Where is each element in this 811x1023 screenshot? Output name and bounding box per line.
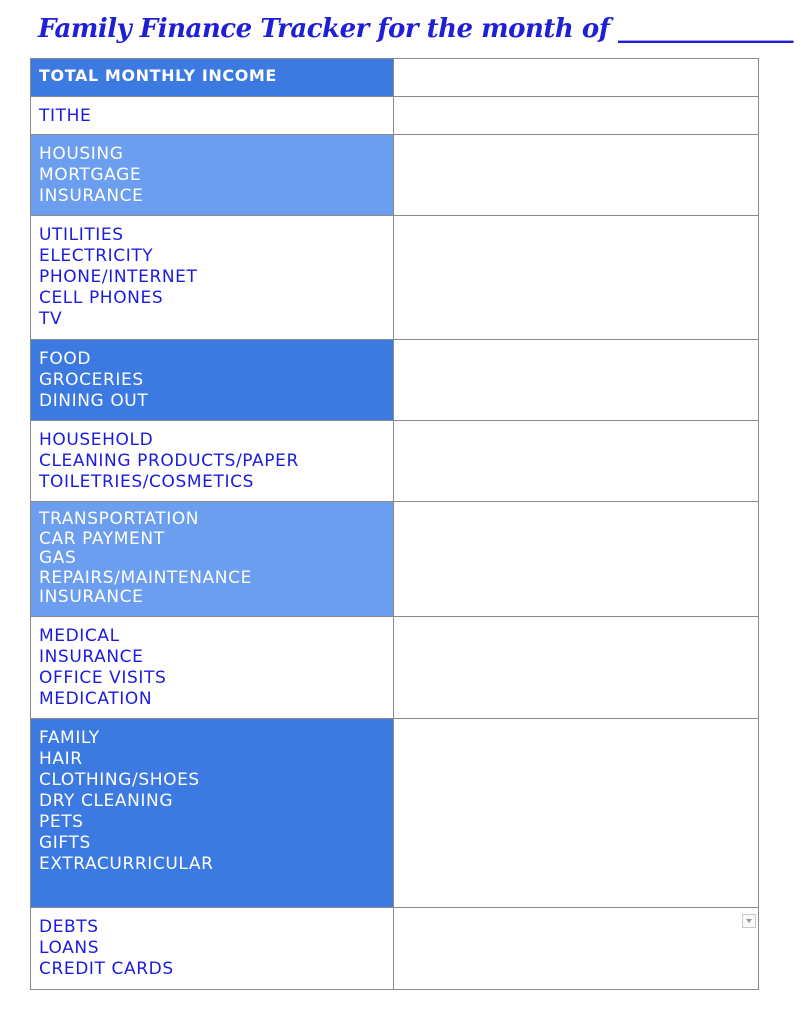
row-label-line: TOILETRIES/COSMETICS (39, 472, 254, 492)
row-label-line: GROCERIES (39, 370, 144, 390)
row-label-cell (31, 340, 394, 421)
row-label-line: DRY CLEANING (39, 791, 174, 811)
row-debts (31, 908, 759, 990)
row-medical (31, 617, 759, 719)
row-label-line: HOUSING (39, 144, 124, 164)
dropdown-arrow-icon[interactable] (742, 914, 756, 928)
row-label-line: DEBTS (39, 917, 99, 937)
row-label-line: GAS (39, 548, 77, 568)
row-label-line: INSURANCE (39, 647, 144, 667)
row-label-line: TRANSPORTATION (39, 509, 200, 529)
row-label-cell (31, 59, 394, 97)
row-label-line: LOANS (39, 938, 100, 958)
amount-cell-utilities[interactable] (394, 216, 759, 340)
row-label-line: DINING OUT (39, 391, 149, 411)
row-label-line: MEDICAL (39, 626, 120, 646)
row-label-line: FOOD (39, 349, 92, 369)
row-label-line: PHONE/INTERNET (39, 267, 198, 287)
row-label-line: REPAIRS/MAINTENANCE (39, 567, 252, 588)
row-family (31, 719, 759, 908)
row-label-cell (31, 502, 394, 617)
amount-cell-household[interactable] (394, 421, 759, 502)
row-label-line: OFFICE VISITS (39, 668, 167, 688)
row-label-line: TOTAL MONTHLY INCOME (39, 66, 277, 85)
finance-tracker-table (30, 58, 759, 990)
row-label-cell (31, 216, 394, 340)
row-label-line: TITHE (39, 106, 92, 126)
amount-cell-debts[interactable] (394, 908, 759, 990)
row-label-line: HOUSEHOLD (39, 430, 154, 450)
amount-cell-family[interactable] (394, 719, 759, 908)
row-label-cell (31, 617, 394, 719)
row-label-line: INSURANCE (39, 587, 144, 607)
row-label-line: UTILITIES (39, 225, 124, 245)
row-tithe (31, 97, 759, 135)
row-label-line: CLOTHING/SHOES (39, 770, 200, 790)
row-label-line: MORTGAGE (39, 165, 142, 185)
row-label-cell (31, 97, 394, 135)
row-label-line: FAMILY (39, 728, 100, 748)
row-label-line: CELL PHONES (39, 288, 164, 308)
amount-cell-total-monthly-income[interactable] (394, 59, 759, 97)
row-label-line: GIFTS (39, 833, 91, 853)
row-label-line: INSURANCE (39, 186, 144, 206)
row-label-line: PETS (39, 812, 84, 832)
row-utilities (31, 216, 759, 340)
row-food (31, 340, 759, 421)
row-label-line: HAIR (39, 749, 83, 769)
row-label-line: EXTRACURRICULAR (39, 854, 214, 874)
amount-cell-tithe[interactable] (394, 97, 759, 135)
row-label-cell (31, 719, 394, 908)
row-label-line: TV (39, 309, 63, 329)
amount-cell-medical[interactable] (394, 617, 759, 719)
row-household (31, 421, 759, 502)
row-label-line: CAR PAYMENT (39, 528, 165, 549)
row-total-monthly-income (31, 59, 759, 97)
row-label-line: CREDIT CARDS (39, 959, 174, 979)
row-label-cell (31, 135, 394, 216)
row-label-cell (31, 421, 394, 502)
row-housing (31, 135, 759, 216)
amount-cell-transportation[interactable] (394, 502, 759, 617)
row-label-line: CLEANING PRODUCTS/PAPER (39, 451, 299, 471)
row-label-cell (31, 908, 394, 990)
row-label-line: ELECTRICITY (39, 246, 154, 266)
page-title: Family Finance Tracker for the month of ______________ (38, 14, 793, 44)
amount-cell-housing[interactable] (394, 135, 759, 216)
amount-cell-food[interactable] (394, 340, 759, 421)
row-label-line: MEDICATION (39, 689, 153, 709)
row-transportation (31, 502, 759, 617)
